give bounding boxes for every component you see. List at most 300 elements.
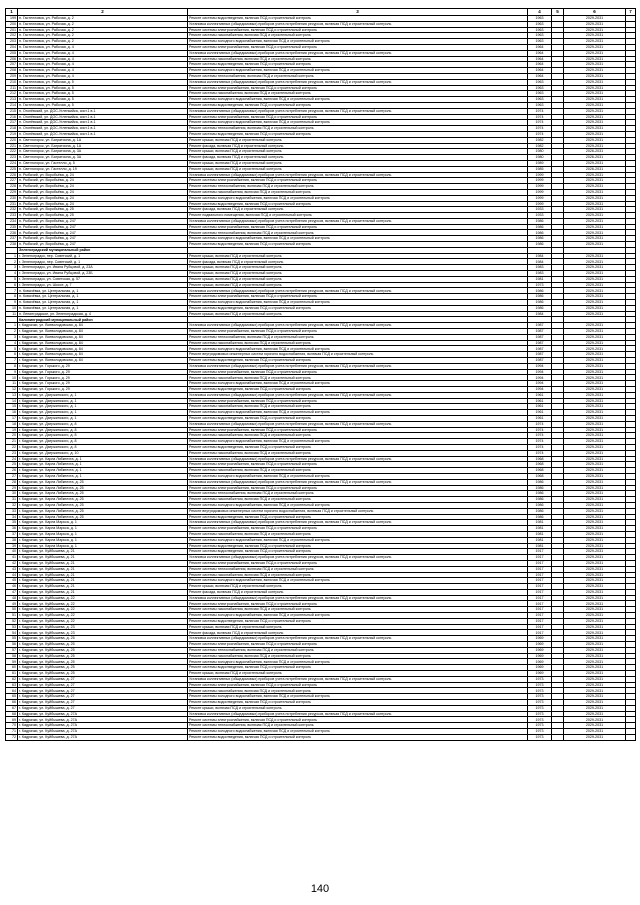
period-cell: 2029-2031: [564, 549, 626, 555]
row-number: 8: [6, 294, 18, 300]
address-cell: г. Кадрачки, ул. Куйбышева, д. 23: [18, 630, 188, 636]
work-type-cell: Ремонт фасада, включая ПСД и строительный контроль: [188, 155, 528, 161]
row-number: 211: [6, 85, 18, 91]
work-type-cell: Установка коллективных (общедомовых) приборов учета потребления ресурсов, включая ПСД и строительный контроль: [188, 288, 528, 294]
work-type-cell: Ремонт крыши, включая ПСД и строительный контроль: [188, 271, 528, 277]
period-cell: 2029-2031: [564, 647, 626, 653]
row-number: 38: [6, 537, 18, 543]
address-cell: п. Гастелловка, ул. Рабочая, д. 4: [18, 62, 188, 68]
work-type-cell: Ремонт системы электроснабжения, включая ПСД и строительный контроль: [188, 224, 528, 230]
row-number: 35: [6, 520, 18, 526]
row-number: 21: [6, 439, 18, 445]
period-cell: 2029-2031: [564, 520, 626, 526]
row-number: 220: [6, 137, 18, 143]
work-type-cell: Ремонт системы электроснабжения, включая ПСД и строительный контроль: [188, 642, 528, 648]
period-cell: 2029-2031: [564, 537, 626, 543]
work-type-cell: Ремонт системы газоснабжения, включая ПСД и строительный контроль: [188, 433, 528, 439]
table-header-row: [6, 9, 636, 16]
address-cell: г. Кадрачки, ул. Куйбышева, д. 27А: [18, 711, 188, 717]
address-cell: г. Кадрачки, ул. Куйбышева, д. 21: [18, 549, 188, 555]
address-cell: п. Гастелловка, ул. Рабочая, д. 4: [18, 73, 188, 79]
year-cell: 1999: [528, 178, 552, 184]
address-cell: г. Кадрачки, ул. Куйбышева, д. 25: [18, 653, 188, 659]
address-cell: г. Кадрачки, ул. Горького, д. 29: [18, 381, 188, 387]
address-cell: г. Кадрачки, ул. Карла Маркса, д. 1: [18, 526, 188, 532]
address-cell: г. Кадрачки, ул. Дзержинского, д. 1: [18, 415, 188, 421]
row-number: 49: [6, 601, 18, 607]
address-cell: п. Светлогорск, ул. Багратиона, д. 3А: [18, 149, 188, 155]
period-cell: 2029-2031: [564, 375, 626, 381]
work-type-cell: Ремонт системы электроснабжения, включая ПСД и строительный контроль: [188, 717, 528, 723]
address-cell: п. Рыбачий, ул. Воробьёва, д. 247: [18, 218, 188, 224]
row-number: 15: [6, 404, 18, 410]
period-cell: 2029-2031: [564, 334, 626, 340]
year-cell: 1963: [528, 91, 552, 97]
work-type-cell: Ремонт системы теплоснабжения, включая ПСД и строительный контроль: [188, 184, 528, 190]
year-cell: 1982: [528, 137, 552, 143]
work-type-cell: Ремонт крыши, включая ПСД и строительный контроль: [188, 149, 528, 155]
work-type-cell: Ремонт системы холодного водоснабжения, включая ПСД и строительный контроль: [188, 236, 528, 242]
year-cell: 1968: [528, 473, 552, 479]
work-type-cell: Ремонт системы водоотведения, включая ПСД и строительный контроль: [188, 514, 528, 520]
address-cell: г. Кадрачки, ул. Дзержинского, д. 8: [18, 439, 188, 445]
work-type-cell: Ремонт системы холодного водоснабжения, включая ПСД и строительный контроль: [188, 195, 528, 201]
work-type-cell: Ремонт системы электроснабжения, включая ПСД и строительный контроль: [188, 178, 528, 184]
period-cell: 2029-2031: [564, 682, 626, 688]
work-type-cell: Установка коллективных (общедомовых) приборов учета потребления ресурсов, включая ПСД и строительный контроль: [188, 363, 528, 369]
row-number: 230: [6, 195, 18, 201]
address-cell: г. Зеленоградск, ул. Шоссе, д. 7: [18, 282, 188, 288]
row-number: 56: [6, 642, 18, 648]
work-type-cell: Ремонт крыши, включая ПСД и строительный контроль: [188, 253, 528, 259]
period-cell: 2029-2031: [564, 439, 626, 445]
work-type-cell: Ремонт системы газоснабжения, включая ПСД и строительный контроль: [188, 607, 528, 613]
work-type-cell: Ремонт фасада, включая ПСД и строительный контроль: [188, 259, 528, 265]
work-type-cell: Ремонт системы газоснабжения, включая ПСД и строительный контроль: [188, 375, 528, 381]
period-cell: 2029-2031: [564, 44, 626, 50]
year-cell: 1984: [528, 259, 552, 265]
address-cell: г. Кадрачки, ул. Куйбышева, д. 25: [18, 636, 188, 642]
year-cell: 1917: [528, 607, 552, 613]
period-cell: 2029-2031: [564, 102, 626, 108]
row-number: 24: [6, 456, 18, 462]
work-type-cell: Ремонт системы электроснабжения, включая ПСД и строительный контроль: [188, 369, 528, 375]
work-type-cell: Ремонт системы холодного водоснабжения, включая ПСД и строительный контроль: [188, 300, 528, 306]
work-type-cell: Ремонт системы электроснабжения, включая ПСД и строительный контроль: [188, 294, 528, 300]
address-cell: п. Рыбачий, ул. Воробьёва, д. 25: [18, 207, 188, 213]
work-type-cell: Ремонт системы электроснабжения, включая ПСД и строительный контроль: [188, 462, 528, 468]
work-type-cell: Ремонт системы электроснабжения, включая ПСД и строительный контроль: [188, 398, 528, 404]
work-type-cell: Ремонт системы холодного водоснабжения, включая ПСД и строительный контроль: [188, 694, 528, 700]
address-cell: г. Кадрачки, ул. Куйбышева, д. 22: [18, 618, 188, 624]
period-cell: 2029-2031: [564, 207, 626, 213]
row-number: 199: [6, 16, 18, 22]
year-cell: 1964: [528, 68, 552, 74]
work-type-cell: Ремонт системы газоснабжения, включая ПСД и строительный контроль: [188, 497, 528, 503]
row-number: 31: [6, 497, 18, 503]
year-cell: 1974: [528, 126, 552, 132]
address-cell: п. Рыбачий, ул. Воробьёва, д. 24: [18, 195, 188, 201]
year-cell: 1974: [528, 427, 552, 433]
address-cell: п. Рыбачий, ул. Воробьёва, д. 24: [18, 178, 188, 184]
address-cell: п. Огонёвский, ул. ДОС-Угленкийка, сист.1 в.1: [18, 114, 188, 120]
period-cell: 2029-2031: [564, 688, 626, 694]
address-cell: г. Кадрачки, ул. Куйбышева, д. 27: [18, 688, 188, 694]
row-number: 33: [6, 508, 18, 514]
row-number: 71: [6, 729, 18, 735]
period-cell: 2029-2031: [564, 381, 626, 387]
row-number: 42: [6, 560, 18, 566]
year-cell: 1969: [528, 665, 552, 671]
work-type-cell: Ремонт фасада, включая ПСД и строительный контроль: [188, 630, 528, 636]
period-cell: 2029-2031: [564, 566, 626, 572]
row-number: 223: [6, 155, 18, 161]
row-number: 70: [6, 723, 18, 729]
work-type-cell: Ремонт системы водоотведения, включая ПСД и строительный контроль: [188, 415, 528, 421]
column-header: 3: [188, 9, 528, 16]
work-type-cell: Ремонт системы водоотведения, включая ПСД и строительный контроль: [188, 242, 528, 248]
year-cell: 1917: [528, 618, 552, 624]
period-cell: 2029-2031: [564, 236, 626, 242]
period-cell: 2029-2031: [564, 358, 626, 364]
period-cell: 2029-2031: [564, 392, 626, 398]
address-cell: п. Гастелловка, ул. Рабочая, д. 4: [18, 56, 188, 62]
table-row: [6, 734, 636, 740]
year-cell: 1985: [528, 166, 552, 172]
address-cell: п. Гастелловка, ул. Рабочая, д. 5: [18, 85, 188, 91]
address-cell: п. Гастелловка, ул. Рабочая, д. 5: [18, 91, 188, 97]
period-cell: 2029-2031: [564, 91, 626, 97]
address-cell: г. Кадрачки, ул. Куйбышева, д. 27: [18, 694, 188, 700]
row-number: 203: [6, 39, 18, 45]
address-cell: г. Зеленоградск, пер. Советский, д. 1: [18, 259, 188, 265]
period-cell: 2029-2031: [564, 21, 626, 27]
period-cell: 2029-2031: [564, 369, 626, 375]
year-cell: 1987: [528, 340, 552, 346]
work-type-cell: Ремонт системы холодного водоснабжения, включая ПСД и строительный контроль: [188, 439, 528, 445]
work-type-cell: Ремонт системы холодного водоснабжения, включая ПСД и строительный контроль: [188, 68, 528, 74]
year-cell: 1982: [528, 143, 552, 149]
year-cell: 1968: [528, 468, 552, 474]
year-cell: 1969: [528, 671, 552, 677]
year-cell: 1999: [528, 184, 552, 190]
year-cell: 1974: [528, 444, 552, 450]
work-type-cell: Ремонт системы электроснабжения, включая ПСД и строительный контроль: [188, 560, 528, 566]
period-cell: 2029-2031: [564, 578, 626, 584]
period-cell: 2029-2031: [564, 665, 626, 671]
address-cell: г. Кадрачки, ул. Карла Либкнехта, д. 25: [18, 479, 188, 485]
row-number: 57: [6, 647, 18, 653]
address-cell: п. Рыбачий, ул. Воробьёва, д. 24: [18, 172, 188, 178]
period-cell: 2029-2031: [564, 50, 626, 56]
address-cell: г. Кадрачки, ул. Карла Либкнехта, д. 25: [18, 508, 188, 514]
period-cell: 2029-2031: [564, 143, 626, 149]
row-number: 63: [6, 682, 18, 688]
year-cell: 1986: [528, 479, 552, 485]
row-number: 14: [6, 398, 18, 404]
row-number: 29: [6, 485, 18, 491]
row-number: 222: [6, 149, 18, 155]
work-type-cell: Ремонт фасада, включая ПСД и строительный контроль: [188, 207, 528, 213]
address-cell: п. Ковачёвка, ул. Центральная, д. 1: [18, 305, 188, 311]
row-number: 217: [6, 120, 18, 126]
column-header: 5: [552, 9, 564, 16]
row-number: 2: [6, 329, 18, 335]
period-cell: 2029-2031: [564, 172, 626, 178]
work-type-cell: Ремонт крыши, включая ПСД и строительный контроль: [188, 584, 528, 590]
row-number: 52: [6, 618, 18, 624]
year-cell: 1969: [528, 659, 552, 665]
address-cell: п. Огонёвский, ул. ДОС-Угленкийка, сист.1 в.1: [18, 108, 188, 114]
period-cell: 2029-2031: [564, 444, 626, 450]
work-type-cell: Ремонт внутридомовых инженерных систем горячего водоснабжения, включая ПСД и строительный контроль: [188, 352, 528, 358]
row-number: 51: [6, 613, 18, 619]
address-cell: г. Кадрачки, ул. Куйбышева, д. 21: [18, 584, 188, 590]
work-type-cell: Ремонт системы водоотведения, включая ПСД и строительный контроль: [188, 358, 528, 364]
period-cell: 2029-2031: [564, 184, 626, 190]
address-cell: п. Огонёвский, ул. ДОС-Угленкийка, сист.1 в.1: [18, 126, 188, 132]
period-cell: 2029-2031: [564, 195, 626, 201]
year-cell: 1984: [528, 253, 552, 259]
period-cell: 2029-2031: [564, 404, 626, 410]
period-cell: 2029-2031: [564, 340, 626, 346]
address-cell: г. Кадрачки, ул. Дзержинского, д. 8: [18, 433, 188, 439]
year-cell: 1968: [528, 456, 552, 462]
row-number: 202: [6, 33, 18, 39]
year-cell: 1987: [528, 329, 552, 335]
year-cell: 1973: [528, 723, 552, 729]
work-type-cell: Ремонт системы холодного водоснабжения, включая ПСД и строительный контроль: [188, 578, 528, 584]
row-number: 235: [6, 224, 18, 230]
work-type-cell: Установка коллективных (общедомовых) приборов учета потребления ресурсов, включая ПСД и строительный контроль: [188, 595, 528, 601]
row-number: 238: [6, 242, 18, 248]
address-cell: г. Кадрачки, ул. Куйбышева, д. 22: [18, 613, 188, 619]
year-cell: 1961: [528, 404, 552, 410]
year-cell: 1961: [528, 392, 552, 398]
address-cell: п. Гастелловка, ул. Рабочая, д. 2: [18, 39, 188, 45]
work-type-cell: Ремонт системы водоотведения, включая ПСД и строительный контроль: [188, 700, 528, 706]
work-type-cell: Ремонт крыши, включая ПСД и строительный контроль: [188, 311, 528, 317]
work-type-cell: Ремонт системы водоотведения, включая ПСД и строительный контроль: [188, 131, 528, 137]
address-cell: п. Ковачёвка, ул. Центральная, д. 1: [18, 300, 188, 306]
period-cell: 2029-2031: [564, 607, 626, 613]
row-number: 17: [6, 415, 18, 421]
address-cell: п. Рыбачий, ул. Воробьёва, д. 24: [18, 201, 188, 207]
year-cell: 1973: [528, 688, 552, 694]
year-cell: 1986: [528, 218, 552, 224]
year-cell: 1917: [528, 584, 552, 590]
work-type-cell: Ремонт системы электроснабжения, включая ПСД и строительный контроль: [188, 27, 528, 33]
period-cell: 2029-2031: [564, 514, 626, 520]
period-cell: 2029-2031: [564, 450, 626, 456]
period-cell: 2029-2031: [564, 479, 626, 485]
year-cell: 1986: [528, 485, 552, 491]
year-cell: 1987: [528, 334, 552, 340]
year-cell: 1963: [528, 97, 552, 103]
period-cell: 2029-2031: [564, 329, 626, 335]
period-cell: 2029-2031: [564, 497, 626, 503]
period-cell: 2029-2031: [564, 160, 626, 166]
row-number: 225: [6, 166, 18, 172]
work-type-cell: Ремонт системы газоснабжения, включая ПСД и строительный контроль: [188, 468, 528, 474]
work-type-cell: Ремонт системы холодного водоснабжения, включая ПСД и строительный контроль: [188, 613, 528, 619]
address-cell: г. Кадрачки, ул. Горького, д. 29: [18, 375, 188, 381]
period-cell: 2029-2031: [564, 85, 626, 91]
work-type-cell: Ремонт системы газоснабжения, включая ПСД и строительный контроль: [188, 572, 528, 578]
year-cell: 1917: [528, 578, 552, 584]
row-number: 9: [6, 369, 18, 375]
work-type-cell: Установка коллективных (общедомовых) приборов учета потребления ресурсов, включая ПСД и строительный контроль: [188, 79, 528, 85]
address-cell: п. Рыбачий, ул. Воробьёва, д. 247: [18, 224, 188, 230]
address-cell: г. Кадрачки, ул. Куйбышева, д. 25: [18, 665, 188, 671]
row-number: 43: [6, 566, 18, 572]
work-type-cell: Ремонт системы электроснабжения, включая ПСД и строительный контроль: [188, 526, 528, 532]
period-cell: 2029-2031: [564, 508, 626, 514]
year-cell: 1973: [528, 717, 552, 723]
page-number: 140: [310, 883, 330, 895]
work-type-cell: Установка коллективных (общедомовых) приборов учета потребления ресурсов, включая ПСД и строительный контроль: [188, 636, 528, 642]
year-cell: 1986: [528, 497, 552, 503]
year-cell: 1999: [528, 195, 552, 201]
year-cell: 1974: [528, 131, 552, 137]
year-cell: 1974: [528, 433, 552, 439]
year-cell: 1994: [528, 381, 552, 387]
address-cell: п. Гастелловка, ул. Рабочая, д. 4: [18, 44, 188, 50]
period-cell: 2029-2031: [564, 613, 626, 619]
address-cell: г. Кадрачки, ул. Карла Либкнехта, д. 25: [18, 485, 188, 491]
address-cell: г. Кадрачки, ул. Карла Либкнехта, д. 1: [18, 462, 188, 468]
address-cell: г. Кадрачки, ул. Куйбышева, д. 21: [18, 572, 188, 578]
period-cell: 2029-2031: [564, 363, 626, 369]
period-cell: 2029-2031: [564, 27, 626, 33]
year-cell: 1973: [528, 700, 552, 706]
period-cell: 2029-2031: [564, 242, 626, 248]
row-number: 65: [6, 694, 18, 700]
row-number: 55: [6, 636, 18, 642]
year-cell: 1969: [528, 647, 552, 653]
year-cell: 1963: [528, 33, 552, 39]
work-type-cell: Ремонт системы газоснабжения, включая ПСД и строительный контроль: [188, 56, 528, 62]
row-number: 37: [6, 531, 18, 537]
work-type-cell: Ремонт системы холодного водоснабжения, включая ПСД и строительный контроль: [188, 502, 528, 508]
period-cell: 2029-2031: [564, 653, 626, 659]
work-type-cell: Установка коллективных (общедомовых) приборов учета потребления ресурсов, включая ПСД и строительный контроль: [188, 21, 528, 27]
address-cell: п. Ленинградское, ул. Зеленоградская, д. 4: [18, 311, 188, 317]
year-cell: 1980: [528, 149, 552, 155]
period-cell: 2029-2031: [564, 636, 626, 642]
year-cell: 1973: [528, 705, 552, 711]
row-number: 28: [6, 479, 18, 485]
address-cell: п. Светлогорск, ул. Багратиона, д. 1А: [18, 137, 188, 143]
address-cell: г. Кадрачки, ул. Горького, д. 29: [18, 363, 188, 369]
period-cell: 2029-2031: [564, 288, 626, 294]
year-cell: 1973: [528, 676, 552, 682]
year-cell: 1986: [528, 508, 552, 514]
year-cell: 1987: [528, 358, 552, 364]
row-number: 11: [6, 381, 18, 387]
year-cell: 1973: [528, 694, 552, 700]
year-cell: 1963: [528, 39, 552, 45]
row-number: 216: [6, 114, 18, 120]
address-cell: г. Кадрачки, ул. Карла Маркса, д. 1: [18, 543, 188, 549]
work-type-cell: Установка коллективных (общедомовых) приборов учета потребления ресурсов, включая ПСД и строительный контроль: [188, 456, 528, 462]
period-cell: 2029-2031: [564, 676, 626, 682]
year-cell: 1973: [528, 729, 552, 735]
period-cell: 2029-2031: [564, 700, 626, 706]
period-cell: 2029-2031: [564, 589, 626, 595]
year-cell: 1917: [528, 589, 552, 595]
year-cell: 1961: [528, 415, 552, 421]
year-cell: 1994: [528, 375, 552, 381]
work-type-cell: Ремонт системы теплоснабжения, включая ПСД и строительный контроль: [188, 647, 528, 653]
address-cell: п. Ковачёвка, ул. Центральная, д. 1: [18, 288, 188, 294]
work-type-cell: Ремонт системы электроснабжения, включая ПСД и строительный контроль: [188, 485, 528, 491]
work-type-cell: Ремонт системы холодного водоснабжения, включая ПСД и строительный контроль: [188, 729, 528, 735]
period-cell: 2029-2031: [564, 259, 626, 265]
year-cell: 1981: [528, 537, 552, 543]
period-cell: 2029-2031: [564, 137, 626, 143]
work-type-cell: Ремонт фасада, включая ПСД и строительный контроль: [188, 143, 528, 149]
address-cell: г. Кадрачки, ул. Куйбышева, д. 25: [18, 647, 188, 653]
row-number: 39: [6, 543, 18, 549]
period-cell: 2029-2031: [564, 462, 626, 468]
address-cell: п. Гастелловка, ул. Рабочая, д. 2: [18, 21, 188, 27]
row-number: 48: [6, 595, 18, 601]
year-cell: 1981: [528, 543, 552, 549]
period-cell: 2029-2031: [564, 300, 626, 306]
row-number: 61: [6, 671, 18, 677]
address-cell: г. Кадрачки, ул. Куйбышева, д. 27: [18, 682, 188, 688]
work-type-cell: Установка коллективных (общедомовых) приборов учета потребления ресурсов, включая ПСД и строительный контроль: [188, 711, 528, 717]
row-number: 19: [6, 427, 18, 433]
row-number: 221: [6, 143, 18, 149]
address-cell: п. Светлогорск, ул. Гастелло, д. 5: [18, 160, 188, 166]
work-type-cell: Ремонт системы водоотведения, включая ПСД и строительный контроль: [188, 444, 528, 450]
period-cell: 2029-2031: [564, 311, 626, 317]
year-cell: 1963: [528, 16, 552, 22]
address-cell: г. Кадрачки, ул. Всеволодовская, д. 84: [18, 329, 188, 335]
address-cell: г. Зеленоградск, ул. Ивана Рубцовой, д. 23А: [18, 265, 188, 271]
row-number: 8: [6, 363, 18, 369]
address-cell: г. Кадрачки, ул. Горького, д. 29: [18, 387, 188, 393]
work-type-cell: Ремонт фасада, включая ПСД и строительный контроль: [188, 589, 528, 595]
work-type-cell: Ремонт системы газоснабжения, включая ПСД и строительный контроль: [188, 33, 528, 39]
period-cell: 2029-2031: [564, 491, 626, 497]
address-cell: г. Кадрачки, ул. Куйбышева, д. 25: [18, 659, 188, 665]
address-cell: г. Кадрачки, ул. Куйбышева, д. 27: [18, 700, 188, 706]
period-cell: 2029-2031: [564, 126, 626, 132]
row-number: 210: [6, 79, 18, 85]
address-cell: г. Кадрачки, ул. Дзержинского, д. 8: [18, 421, 188, 427]
work-type-cell: Ремонт системы электроснабжения, включая ПСД и строительный контроль: [188, 44, 528, 50]
year-cell: 1986: [528, 502, 552, 508]
year-cell: 1961: [528, 398, 552, 404]
period-cell: 2029-2031: [564, 671, 626, 677]
work-type-cell: Ремонт системы газоснабжения, включая ПСД и строительный контроль: [188, 189, 528, 195]
address-cell: Калининградский муниципальный район: [18, 317, 188, 323]
address-cell: г. Кадрачки, ул. Куйбышева, д. 27А: [18, 717, 188, 723]
work-type-cell: Ремонт крыши, включая ПСД и строительный контроль: [188, 276, 528, 282]
year-cell: 1986: [528, 294, 552, 300]
year-cell: 1986: [528, 514, 552, 520]
year-cell: 1964: [528, 44, 552, 50]
row-number: 207: [6, 62, 18, 68]
address-cell: п. Гастелловка, ул. Рабочая, д. 2: [18, 16, 188, 22]
row-number: 237: [6, 236, 18, 242]
period-cell: 2029-2031: [564, 734, 626, 740]
period-cell: 2029-2031: [564, 415, 626, 421]
work-type-cell: Ремонт системы холодного водоснабжения, включая ПСД и строительный контроль: [188, 410, 528, 416]
